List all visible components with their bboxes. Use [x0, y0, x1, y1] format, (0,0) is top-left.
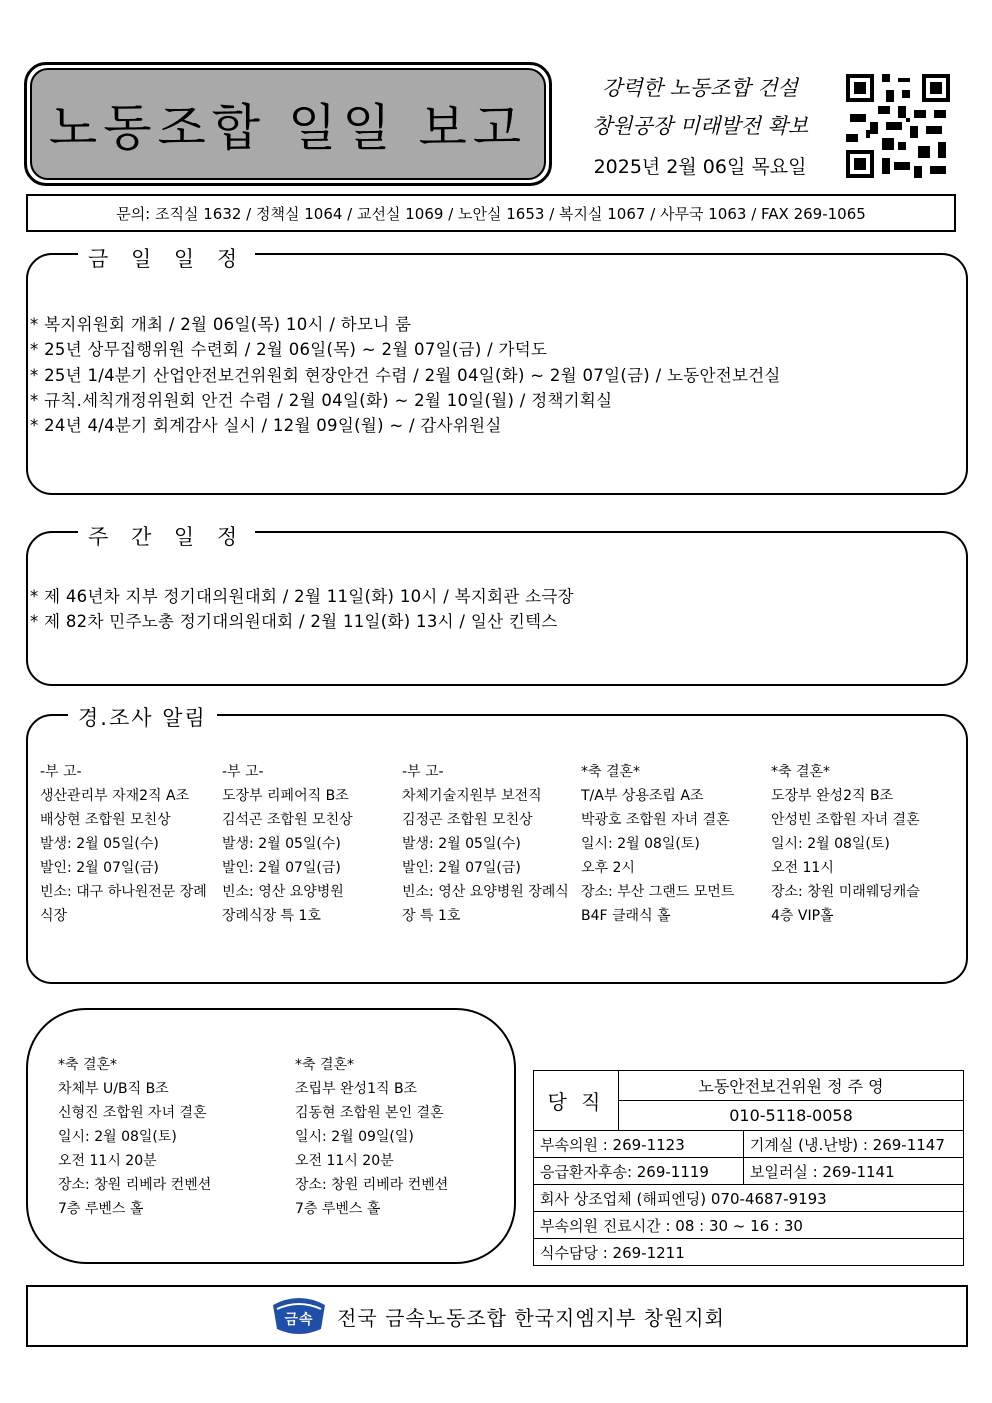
- event-line: 빈소: 영산 요양병원 장례식: [402, 884, 569, 900]
- event-line: 차체부 U/B직 B조: [58, 1081, 169, 1097]
- event-line: 발생: 2월 05일(수): [40, 836, 159, 852]
- event-line: 장소: 창원 리베라 컨벤션: [58, 1177, 212, 1193]
- footer: [26, 1285, 968, 1347]
- event-line: 차체기술지원부 보전직: [402, 788, 542, 804]
- events-title: 경.조사 알림: [68, 702, 217, 732]
- today-item: * 25년 상무집행위원 수련회 / 2월 06일(목) ~ 2월 07일(금) / 가덕도: [30, 340, 548, 359]
- event-line: 배상현 조합원 모친상: [40, 812, 171, 828]
- event-line: 일시: 2월 08일(토): [58, 1129, 177, 1145]
- qr-code-icon[interactable]: [842, 70, 954, 182]
- today-item: * 복지위원회 개최 / 2월 06일(목) 10시 / 하모니 룸: [30, 315, 412, 334]
- event-line: 오전 11시 20분: [295, 1153, 394, 1169]
- today-item: * 규칙.세칙개정위원회 안건 수렴 / 2월 04일(화) ~ 2월 10일(월) / 정책기획실: [30, 391, 613, 410]
- event-line: 4층 VIP홀: [771, 908, 834, 924]
- emergency-transport-phone: 응급환자후송: 269-1119: [534, 1158, 744, 1185]
- event-line: 발인: 2월 07일(금): [222, 860, 341, 876]
- clinic-hours: 부속의원 진료시간 : 08 : 30 ~ 16 : 30: [534, 1212, 964, 1239]
- weekly-item: * 제 46년차 지부 정기대의원대회 / 2월 11일(화) 10시 / 복지회관 소극장: [30, 587, 574, 606]
- today-schedule-title: 금 일 일 정: [78, 243, 255, 273]
- slogan-line-2: 창원공장 미래발전 확보: [591, 114, 809, 138]
- event-line: 장소: 창원 리베라 컨벤션: [295, 1177, 449, 1193]
- event-line: 안성빈 조합원 자녀 결혼: [771, 812, 920, 828]
- event-line: 도장부 리페어직 B조: [222, 788, 349, 804]
- event-line: 조립부 완성1직 B조: [295, 1081, 418, 1097]
- event-column: [222, 760, 353, 928]
- event-line: 오후 2시: [581, 860, 635, 876]
- event-line: 발생: 2월 05일(수): [222, 836, 341, 852]
- event-column: [295, 1053, 448, 1221]
- event-line: 빈소: 영산 요양병원: [222, 884, 344, 900]
- duty-table: [533, 1070, 964, 1266]
- event-column: [58, 1053, 211, 1221]
- event-line: 일시: 2월 08일(토): [771, 836, 890, 852]
- event-line: 장례식장 특 1호: [222, 908, 321, 924]
- clinic-phone: 부속의원 : 269-1123: [534, 1131, 744, 1158]
- event-line: -부 고-: [40, 764, 82, 780]
- meal-contact: 식수담당 : 269-1211: [534, 1239, 964, 1266]
- event-line: *축 결혼*: [58, 1057, 118, 1073]
- event-line: 장소: 창원 미래웨딩캐슬: [771, 884, 920, 900]
- funeral-service-phone: 회사 상조업체 (해피엔딩) 070-4687-9193: [534, 1185, 964, 1212]
- event-line: 빈소: 대구 하나원전문 장례: [40, 884, 207, 900]
- page-title: 노동조합 일일 보고: [30, 68, 546, 180]
- event-line: *축 결혼*: [771, 764, 831, 780]
- report-date: 2025년 2월 06일 목요일: [593, 156, 807, 178]
- event-line: *축 결혼*: [295, 1057, 355, 1073]
- event-line: 오전 11시: [771, 860, 834, 876]
- today-item: * 25년 1/4분기 산업안전보건위원회 현장안건 수렴 / 2월 04일(화) ~ 2월 07일(금) / 노동안전보건실: [30, 366, 781, 385]
- event-line: 장 특 1호: [402, 908, 461, 924]
- event-line: 김정곤 조합원 모친상: [402, 812, 533, 828]
- event-column: [402, 760, 569, 928]
- machine-room-phone: 기계실 (냉.난방) : 269-1147: [743, 1131, 963, 1158]
- weekly-schedule-title: 주 간 일 정: [78, 521, 255, 551]
- event-line: *축 결혼*: [581, 764, 641, 780]
- event-line: 7층 루벤스 홀: [58, 1201, 144, 1217]
- event-line: 장소: 부산 그랜드 모먼트: [581, 884, 735, 900]
- organization-name: 전국 금속노동조합 한국지엠지부 창원지회: [337, 1305, 725, 1330]
- event-line: 생산관리부 자재2직 A조: [40, 788, 190, 804]
- event-line: 발인: 2월 07일(금): [402, 860, 521, 876]
- event-column: [40, 760, 207, 928]
- boiler-room-phone: 보일러실 : 269-1141: [743, 1158, 963, 1185]
- union-logo-icon: [269, 1295, 329, 1337]
- event-line: 김동현 조합원 본인 결혼: [295, 1105, 444, 1121]
- today-item: * 24년 4/4분기 회계감사 실시 / 12월 09일(월) ~ / 감사위원실: [30, 416, 502, 435]
- event-line: -부 고-: [222, 764, 264, 780]
- event-line: -부 고-: [402, 764, 444, 780]
- event-line: T/A부 상용조립 A조: [581, 788, 704, 804]
- duty-officer-phone: 010-5118-0058: [619, 1101, 964, 1131]
- contact-info: 문의: 조직실 1632 / 정책실 1064 / 교선실 1069 / 노안실 1653 / 복지실 1067 / 사무국 1063 / FAX 269-1065: [26, 194, 956, 232]
- event-line: 박광호 조합원 자녀 결혼: [581, 812, 730, 828]
- event-line: 신형진 조합원 자녀 결혼: [58, 1105, 207, 1121]
- event-line: 오전 11시 20분: [58, 1153, 157, 1169]
- event-line: 발인: 2월 07일(금): [40, 860, 159, 876]
- event-line: 일시: 2월 09일(일): [295, 1129, 414, 1145]
- union-logo-text: 금속: [284, 1312, 314, 1328]
- event-line: B4F 클래식 홀: [581, 908, 671, 924]
- event-line: 발생: 2월 05일(수): [402, 836, 521, 852]
- duty-officer-name: 노동안전보건위원 정 주 영: [619, 1071, 964, 1101]
- event-line: 7층 루벤스 홀: [295, 1201, 381, 1217]
- event-line: 도장부 완성2직 B조: [771, 788, 894, 804]
- weekly-item: * 제 82차 민주노총 정기대의원대회 / 2월 11일(화) 13시 / 일산 킨텍스: [30, 612, 558, 631]
- duty-label: 당 직: [534, 1071, 619, 1131]
- event-line: 김석곤 조합원 모친상: [222, 812, 353, 828]
- event-column: [771, 760, 920, 928]
- slogan-line-1: 강력한 노동조합 건설: [602, 76, 798, 100]
- event-column: [581, 760, 734, 928]
- event-line: 식장: [40, 908, 68, 924]
- event-line: 일시: 2월 08일(토): [581, 836, 700, 852]
